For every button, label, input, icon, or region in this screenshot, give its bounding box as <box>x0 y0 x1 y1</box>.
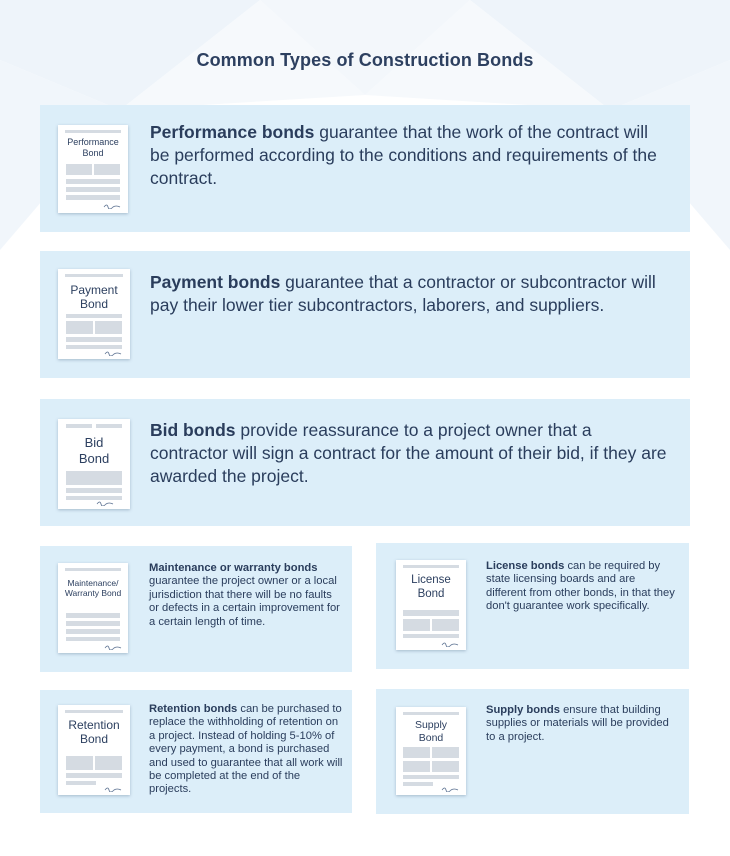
doc-line <box>66 637 120 641</box>
bond-text: guarantee that a contractor or subcontractor will pay their lower tier subcontractors, laborers, and suppliers. <box>150 272 656 315</box>
doc-line <box>403 610 459 616</box>
bond-card-bid <box>40 399 690 526</box>
doc-block <box>66 756 93 770</box>
signature-icon <box>103 203 121 209</box>
doc-label: Supply Bond <box>414 719 448 744</box>
signature-icon <box>96 500 114 506</box>
bond-description <box>486 704 678 744</box>
signature-icon <box>104 350 122 356</box>
bond-card-payment <box>40 251 690 378</box>
doc-header-line <box>65 274 123 277</box>
doc-line <box>66 621 120 626</box>
doc-block <box>403 761 430 772</box>
doc-header-line <box>403 565 459 568</box>
doc-block <box>66 164 92 175</box>
doc-line <box>66 179 120 184</box>
supply-bond-document-icon <box>396 707 466 795</box>
bond-card-retention <box>40 690 352 813</box>
performance-bond-document-icon <box>58 125 128 213</box>
doc-block <box>432 619 459 631</box>
doc-block <box>95 321 122 334</box>
bond-term: Retention bonds <box>149 703 238 715</box>
bond-term: Payment bonds <box>150 272 281 292</box>
page-title: Common Types of Construction Bonds <box>196 50 534 70</box>
signature-icon <box>104 786 122 792</box>
bond-description <box>149 562 341 629</box>
bond-card-supply <box>376 689 689 814</box>
bond-description <box>150 121 670 190</box>
bid-bond-document-icon <box>58 419 130 509</box>
doc-block <box>66 321 93 334</box>
doc-line <box>66 195 120 200</box>
doc-label: License Bond <box>411 574 451 600</box>
doc-block <box>432 747 459 758</box>
bond-description <box>150 271 670 317</box>
bond-text: provide reassurance to a project owner that a contractor will sign a contract for the amount of their bid, if they are awarded the project. <box>150 420 667 486</box>
bond-text: guarantee that the work of the contract will be performed according to the conditions and requirements of the contract. <box>150 122 657 188</box>
doc-header-line <box>403 712 459 715</box>
doc-label: Performance Bond <box>67 137 119 158</box>
doc-line <box>66 337 122 342</box>
doc-line <box>66 613 120 618</box>
bond-term: Maintenance or warranty bonds <box>149 562 318 574</box>
bond-text: can be purchased to replace the withholding of retention on a project. Instead of holding 5-10% of every payment, a bond is purchased and used to guarantee that all work will be completed at the end of the projects. <box>149 703 343 796</box>
bond-card-performance <box>40 105 690 232</box>
bond-term: Performance bonds <box>150 122 315 142</box>
doc-block <box>95 756 122 770</box>
bond-term: License bonds <box>486 560 565 572</box>
signature-icon <box>104 644 122 650</box>
doc-line <box>403 775 459 779</box>
doc-block <box>94 164 120 175</box>
doc-header-line <box>65 568 121 571</box>
doc-line <box>66 187 120 192</box>
bond-description <box>486 560 678 614</box>
retention-bond-document-icon <box>58 705 130 795</box>
doc-header-line <box>66 424 92 428</box>
doc-block <box>403 747 430 758</box>
payment-bond-document-icon <box>58 269 130 359</box>
bond-term: Bid bonds <box>150 420 236 440</box>
doc-header-line <box>65 710 123 713</box>
doc-line <box>66 629 120 634</box>
bond-description <box>150 419 670 488</box>
bond-text: ensure that building supplies or materials will be provided to a project. <box>486 704 669 743</box>
doc-line <box>66 781 96 785</box>
bond-text: guarantee the project owner or a local jurisdiction that there will be no faults or defects in a certain improvement for a certain length of time. <box>149 575 340 628</box>
bond-description <box>149 703 344 797</box>
license-bond-document-icon <box>396 560 466 650</box>
doc-header-line <box>96 424 122 428</box>
doc-line <box>403 634 459 638</box>
doc-label: Retention Bond <box>68 718 120 747</box>
doc-block <box>432 761 459 772</box>
doc-label: Maintenance/ Warranty Bond <box>64 578 122 599</box>
bond-card-maintenance <box>40 546 352 672</box>
doc-label: Payment Bond <box>70 283 118 312</box>
bond-card-license <box>376 543 689 669</box>
doc-line <box>66 314 122 318</box>
maintenance-bond-document-icon <box>58 563 128 653</box>
doc-header-line <box>65 130 121 133</box>
signature-icon <box>441 641 459 647</box>
doc-line <box>403 782 433 786</box>
bond-text: can be required by state licensing boards and are different from other bonds, in that they don't guarantee work specifically. <box>486 560 675 613</box>
doc-label: Bid Bond <box>78 435 110 466</box>
signature-icon <box>441 786 459 792</box>
doc-block <box>66 471 122 485</box>
bond-term: Supply bonds <box>486 704 560 716</box>
doc-block <box>403 619 430 631</box>
doc-line <box>66 773 122 778</box>
doc-line <box>66 345 122 349</box>
doc-line <box>66 488 122 493</box>
